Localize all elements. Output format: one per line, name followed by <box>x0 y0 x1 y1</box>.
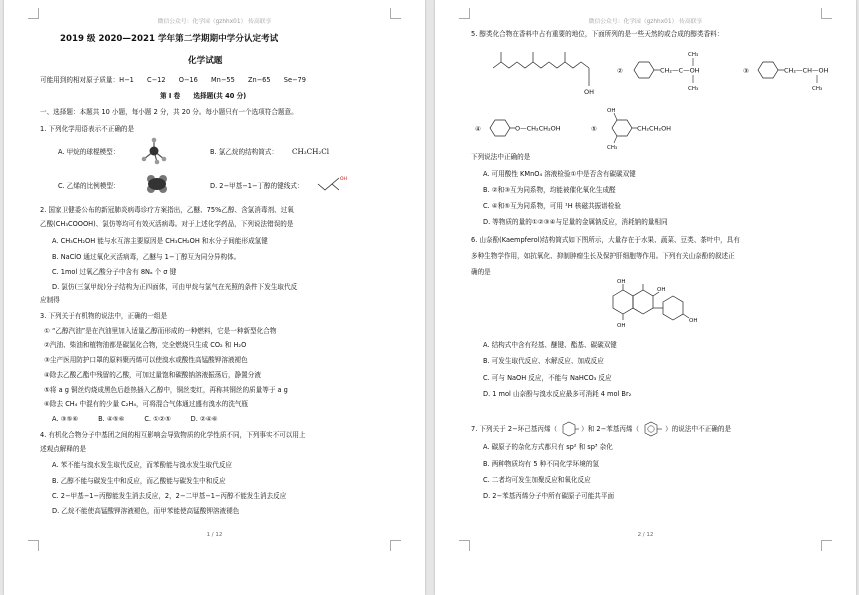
exam-title: 2019 级 2020—2021 学年第二学期期中学分认定考试 <box>60 34 279 44</box>
svg-text:CH₃: CH₃ <box>688 52 699 58</box>
q2-option-d-line1: D. 氯仿(三氯甲烷)分子结构为正四面体，可由甲烷与氯气在光照的条件下发生取代反 <box>52 283 298 291</box>
q2-option-d-line2: 应制得 <box>40 296 60 304</box>
q1-option-a: A. 甲烷的球棍模型： <box>58 148 120 156</box>
exam-subtitle: 化学试题 <box>188 56 223 66</box>
q5-option-b: B. ②和③互为同系物，均能被催化氧化生成醛 <box>483 186 616 194</box>
q6-option-b: B. 可发生取代反应、水解反应、加成反应 <box>483 357 604 365</box>
skeletal-formula-icon <box>316 174 352 194</box>
q1-option-b: B. 氯乙烷的结构简式： <box>210 148 279 156</box>
q7-option-b: B. 两种物质均有 5 种不同化学环境的氢 <box>483 460 600 468</box>
q1-stem: 1. 下列化学用语表示不正确的是 <box>40 125 135 133</box>
crop-mark <box>28 8 39 19</box>
structure-5-phenol-alcohol <box>603 106 703 150</box>
page-watermark: 微信公众号：化学园（gzhhx01） 传高联享 <box>157 19 272 25</box>
q1-option-c: C. 乙烯的比例模型： <box>58 182 120 190</box>
phenylpropene-structure-icon <box>639 419 665 439</box>
document-page-1 <box>4 0 425 595</box>
q4-option-a: A. 苯不能与溴水发生取代反应，而苯酚能与溴水发生取代反应 <box>52 461 233 469</box>
q7-option-c: C. 二者均可发生加聚反应和氧化反应 <box>483 476 591 484</box>
svg-text:O—CH₂CH₂OH: O—CH₂CH₂OH <box>515 124 561 133</box>
crop-mark <box>28 540 39 551</box>
page-number: 1 / 12 <box>206 532 223 539</box>
methane-ball-stick-icon <box>140 137 168 165</box>
q4-stem-line2: 述观点解释的是 <box>40 445 87 453</box>
q3-statement-6: ⑥除去 CH₄ 中混有的少量 C₂H₄，可将混合气体通过盛有溴水的洗气瓶 <box>44 400 249 408</box>
q3-statement-5: ⑤将 a g 铜丝灼烧成黑色后趁热插入乙醇中，铜丝变红，再称其铜丝的质量等于 a g <box>44 386 288 394</box>
svg-text:OH: OH <box>617 279 626 285</box>
q5-option-d: D. 等物质的量的①②③④与足量的金属钠反应，消耗钠的量相同 <box>483 218 668 226</box>
q7-stem: 7. 下列关于 2−环己基丙烯（ ）和 2−苯基丙烯（ ）的说法中不正确的是 <box>471 419 731 439</box>
q6-stem-line2: 多种生物学作用，如抗氧化、抑制肿瘤生长及保护肝细胞等作用。下列有关山奈酚的叙述正 <box>471 252 735 260</box>
crop-mark <box>390 540 401 551</box>
q4-option-d: D. 乙烷不能使高锰酸钾溶液褪色，而甲苯能使高锰酸钾溶液褪色 <box>52 507 240 515</box>
svg-text:OH: OH <box>657 287 666 293</box>
structure-5-label: ⑤ <box>591 125 597 133</box>
svg-text:CH₂CH₂OH: CH₂CH₂OH <box>637 124 672 133</box>
q2-option-c: C. 1mol 过氧乙酸分子中含有 8Nₐ 个 σ 键 <box>52 268 177 276</box>
q1-option-d: D. 2−甲基−1−丁醇的键线式： <box>210 182 304 190</box>
structure-1-terpene-alcohol <box>491 46 611 102</box>
q2-option-a: A. CH₃CH₂OH 能与水互溶主要原因是 CH₃CH₂OH 和水分子间能形成氢键 <box>52 237 268 245</box>
document-page-2 <box>435 0 856 595</box>
svg-text:OH: OH <box>689 318 698 324</box>
crop-mark <box>459 540 470 551</box>
q5-option-a: A. 可用酸性 KMnO₄ 溶液检验①中是否含有碳碳双键 <box>483 170 636 178</box>
q1-d-oh: OH <box>340 177 347 182</box>
q5-option-c: C. ④和⑤互为同系物，可用 ¹H 核磁共振谱检验 <box>483 202 621 210</box>
structure-2-tertiary-alcohol <box>627 48 737 100</box>
q6-option-d: D. 1 mol 山奈酚与溴水反应最多可消耗 4 mol Br₂ <box>483 390 632 398</box>
svg-text:OH: OH <box>617 323 626 329</box>
q5-stem: 5. 醇类化合物在香料中占有重要的地位，下面所列的是一些天然的或合成的醇类香料： <box>471 30 724 38</box>
crop-mark <box>821 540 832 551</box>
q2-option-b: B. NaClO 通过氧化灭活病毒，乙醚与 1−丁醇互为同分异构体。 <box>52 253 241 261</box>
svg-text:CH₃: CH₃ <box>688 86 699 92</box>
svg-text:CH₃: CH₃ <box>607 145 618 150</box>
atomic-masses: 可能用到的相对原子质量：H−1 C−12 O−16 Mn−55 Zn−65 Se−79 <box>40 76 306 84</box>
q2-stem-line1: 2. 国家卫健委公布的新冠肺炎病毒诊疗方案指出，乙醚、75%乙醇、含氯消毒剂、过氧 <box>40 206 294 214</box>
svg-text:CH₃: CH₃ <box>812 86 823 92</box>
q6-option-a: A. 结构式中含有羟基、醚键、酯基、碳碳双键 <box>483 341 617 349</box>
q5-question: 下列说法中正确的是 <box>471 153 531 161</box>
svg-text:CH₂—C—OH: CH₂—C—OH <box>660 66 700 75</box>
cyclohexylpropene-structure-icon <box>557 419 581 439</box>
svg-text:OH: OH <box>584 88 595 96</box>
q3-statement-1: ① “乙醇汽油”是在汽油里加入适量乙醇而形成的一种燃料，它是一种新型化合物 <box>44 327 277 335</box>
structure-2-label: ② <box>617 67 623 75</box>
q7-option-a: A. 碳原子的杂化方式都只有 sp² 和 sp³ 杂化 <box>483 443 613 451</box>
page-watermark: 微信公众号：化学园（gzhhx01） 传高联享 <box>588 19 703 25</box>
q1-formula-b: CH₃CH₂Cl <box>292 147 330 156</box>
q3-stem: 3. 下列关于有机物的说法中，正确的一组是 <box>40 312 168 320</box>
q4-option-c: C. 2−甲基−1−丙醇能发生消去反应，2，2−二甲基−1−丙醇不能发生消去反应 <box>52 492 287 500</box>
instructions: 一、选择题：本题共 10 小题，每小题 2 分，共 20 分。每小题只有一个选项符合题意。 <box>40 108 298 116</box>
q3-statement-3: ③尘产医用防护口罩的原料聚丙烯可以使溴水或酸性高锰酸钾溶液褪色 <box>44 356 248 364</box>
kaempferol-structure-diagram <box>591 278 731 338</box>
q6-option-c: C. 可与 NaOH 反应，不能与 NaHCO₃ 反应 <box>483 374 612 382</box>
q6-stem-line1: 6. 山奈酚(Kaempferol)结构简式如下图所示，大量存在于水果、蔬菜、豆类、茶叶中，具有 <box>471 236 740 244</box>
q3-statement-4: ④除去乙酸乙酯中残留的乙酸，可加过量饱和碳酸钠溶液振荡后，静置分液 <box>44 371 261 379</box>
q3-options: A. ③⑤⑥ B. ④⑤⑥ C. ①②⑤ D. ②④⑥ <box>52 415 218 423</box>
crop-mark <box>821 8 832 19</box>
ethylene-space-filling-icon <box>144 174 170 194</box>
structure-3-secondary-alcohol <box>751 48 847 100</box>
q3-statement-2: ②汽油、柴油和植物油都是碳氢化合物，完全燃烧只生成 CO₂ 和 H₂O <box>44 341 247 349</box>
crop-mark <box>390 8 401 19</box>
svg-text:OH: OH <box>607 108 616 114</box>
q4-stem-line1: 4. 有机化合物分子中基团之间的相互影响会导致物质的化学性质不同，下列事实不可以用上 <box>40 431 306 439</box>
page-number: 2 / 12 <box>637 532 654 539</box>
q4-option-b: B. 乙醇不能与碳发生中和反应，而乙酸能与碳发生中和反应 <box>52 477 226 485</box>
crop-mark <box>459 8 470 19</box>
structure-4-ether-alcohol <box>485 112 577 146</box>
q7-option-d: D. 2−苯基丙烯分子中所有碳原子可能共平面 <box>483 492 615 500</box>
structure-4-label: ④ <box>475 125 481 133</box>
section-heading: 第 I 卷 选择题(共 40 分) <box>160 92 247 100</box>
q6-stem-line3: 确的是 <box>471 268 491 276</box>
structure-3-label: ③ <box>743 67 749 75</box>
svg-text:CH₂—CH—OH: CH₂—CH—OH <box>784 66 829 75</box>
q2-stem-line2: 乙酸(CH₃COOOH)、氯仿等均可有效灭活病毒。对于上述化学药品，下列说法错误的是 <box>40 220 294 228</box>
